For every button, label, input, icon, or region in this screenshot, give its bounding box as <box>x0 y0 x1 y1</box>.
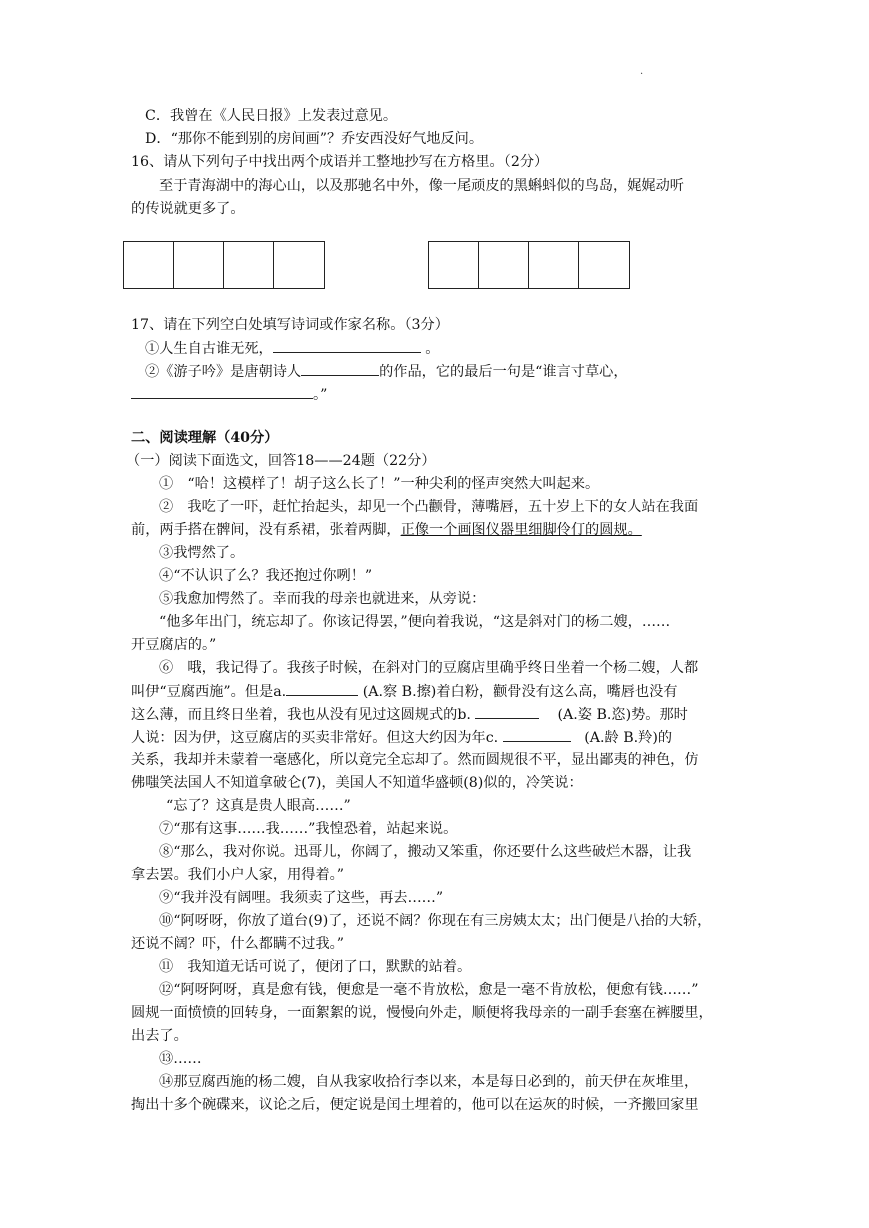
para-8: ⑧“那么，我对你说。迅哥儿，你阔了，搬动又笨重，你还要什么这些破烂木器，让我 <box>159 844 692 860</box>
para-12-cont-2: 出去了。 <box>131 1028 188 1044</box>
option-c: C．我曾在《人民日报》上发表过意见。 <box>145 108 398 124</box>
para-6b: “忘了？这真是贵人眼高……” <box>166 798 351 814</box>
para-1: ① “哈！这模样了！胡子这么长了！”一种尖利的怪声突然大叫起来。 <box>159 476 600 492</box>
question-16-text: 至于青海湖中的海心山，以及那驰名中外，像一尾顽皮的黑蝌蚪似的鸟岛，娓娓动听 <box>159 178 684 194</box>
para-5b: “他多年出门，统忘却了。你该记得罢，”便向着我说，“这是斜对门的杨二嫂，…… <box>159 614 671 630</box>
para-6-text: (A.察 B.擦)着白粉，颧骨没有这么高，嘴唇也没有 <box>362 684 678 700</box>
para-14: ⑭那豆腐西施的杨二嫂，自从我家收拾行李以来，本是每日必到的，前天伊在灰堆里， <box>159 1074 699 1090</box>
para-7: ⑦“那有这事……我……”我惶恐着，站起来说。 <box>159 821 458 837</box>
para-6-line-5: 关系，我却并未蒙着一毫感化，所以竟完全忘却了。然而圆规很不平，显出鄙夷的神色，仿 <box>131 752 699 768</box>
para-6-text: 这么薄，而且终日坐着，我也从没有见过这圆规式的b. <box>131 707 471 723</box>
item-2-end: 。” <box>313 387 328 403</box>
para-9: ⑨“我并没有阔哩。我须卖了这些，再去……” <box>159 890 444 906</box>
para-3: ③我愕然了。 <box>159 545 245 561</box>
para-4: ④“不认识了么？我还抱过你咧！” <box>159 568 373 584</box>
para-5: ⑤我愈加愕然了。幸而我的母亲也就进来，从旁说： <box>159 591 486 607</box>
para-6-line-2 <box>131 681 678 702</box>
header-dot: . <box>640 66 644 77</box>
item-1-text: ①人生自古谁无死， <box>145 341 273 357</box>
answer-grid-2 <box>428 241 630 289</box>
answer-cell[interactable] <box>174 242 224 288</box>
para-6-line-3 <box>131 704 688 725</box>
para-6-text: 叫伊“豆腐西施”。但是a. <box>131 684 287 700</box>
question-17-title: 17、请在下列空白处填写诗词或作家名称。（3分） <box>131 317 449 333</box>
question-17-item-2-cont <box>131 384 327 405</box>
answer-cell[interactable] <box>479 242 529 288</box>
para-6: ⑥ 哦，我记得了。我孩子时候，在斜对门的豆腐店里确乎终日坐着一个杨二嫂，人都 <box>159 660 699 676</box>
fill-blank-a[interactable] <box>286 681 358 696</box>
question-16-title: 16、请从下列句子中找出两个成语并工整地抄写在方格里。（2分） <box>131 154 549 170</box>
answer-cell[interactable] <box>429 242 479 288</box>
para-2-text: 前，两手搭在髀间，没有系裙，张着两脚， <box>131 522 401 538</box>
para-12-cont: 圆规一面愤愤的回转身，一面絮絮的说，慢慢向外走，顺便将我母亲的一副手套塞在裤腰里， <box>131 1005 713 1021</box>
para-6-text: 人说：因为伊，这豆腐店的买卖非常好。但这大约因为年c. <box>131 730 499 746</box>
item-2-text-b: 的作品，它的最后一句是“谁言寸草心， <box>379 364 628 380</box>
answer-cell[interactable] <box>579 242 629 288</box>
item-2-text-a: ②《游子吟》是唐朝诗人 <box>145 364 302 380</box>
section-2-title: 二、阅读理解（40分） <box>131 430 279 446</box>
para-12: ⑫“阿呀阿呀，真是愈有钱，便愈是一毫不肯放松，愈是一毫不肯放松，便愈有钱……” <box>159 982 699 998</box>
para-10: ⑩“阿呀呀，你放了道台(9)了，还说不阔？你现在有三房姨太太；出门便是八抬的大轿， <box>159 913 712 929</box>
section-2-sub-1: （一）阅读下面选文，回答18——24题（22分） <box>126 453 436 469</box>
para-6-text: (A.龄 B.羚)的 <box>584 730 673 746</box>
para-5b-cont: 开豆腐店的。” <box>131 637 217 653</box>
fill-blank[interactable] <box>131 384 313 399</box>
para-2-cont <box>131 520 642 540</box>
question-17-item-1 <box>145 338 439 359</box>
para-2: ② 我吃了一吓，赶忙抬起头，却见一个凸颧骨，薄嘴唇，五十岁上下的女人站在我面 <box>159 499 699 515</box>
fill-blank[interactable] <box>301 361 379 376</box>
para-6-line-6: 佛嗤笑法国人不知道拿破仑(7)，美国人不知道华盛顿(8)似的，冷笑说： <box>131 775 583 791</box>
para-11: ⑪ 我知道无话可说了，便闭了口，默默的站着。 <box>159 959 472 975</box>
answer-cell[interactable] <box>224 242 274 288</box>
question-17-item-2 <box>145 361 628 382</box>
question-16-text-cont: 的传说就更多了。 <box>131 201 245 217</box>
item-1-end: 。 <box>425 341 440 357</box>
para-14-cont: 掏出十多个碗碟来，议论之后，便定说是闰土埋着的，他可以在运灰的时候，一齐搬回家里 <box>131 1097 699 1113</box>
para-6-line-4 <box>131 727 672 748</box>
fill-blank-b[interactable] <box>475 704 539 719</box>
para-6-text: (A.姿 B.恣)势。那时 <box>557 707 688 723</box>
fill-blank[interactable] <box>273 338 421 353</box>
underlined-sentence: 正像一个画图仪器里细脚伶仃的圆规。 <box>400 522 642 538</box>
answer-cell[interactable] <box>124 242 174 288</box>
option-d: D．“那你不能到别的房间画”？乔安西没好气地反问。 <box>145 131 484 147</box>
para-13: ⑬…… <box>159 1051 202 1067</box>
answer-cell[interactable] <box>274 242 324 288</box>
para-8-cont: 拿去罢。我们小户人家，用得着。” <box>131 867 344 883</box>
fill-blank-c[interactable] <box>503 727 571 742</box>
answer-grid-1 <box>123 241 325 289</box>
answer-cell[interactable] <box>529 242 579 288</box>
para-10-cont: 还说不阔？吓，什么都瞒不过我。” <box>131 936 344 952</box>
